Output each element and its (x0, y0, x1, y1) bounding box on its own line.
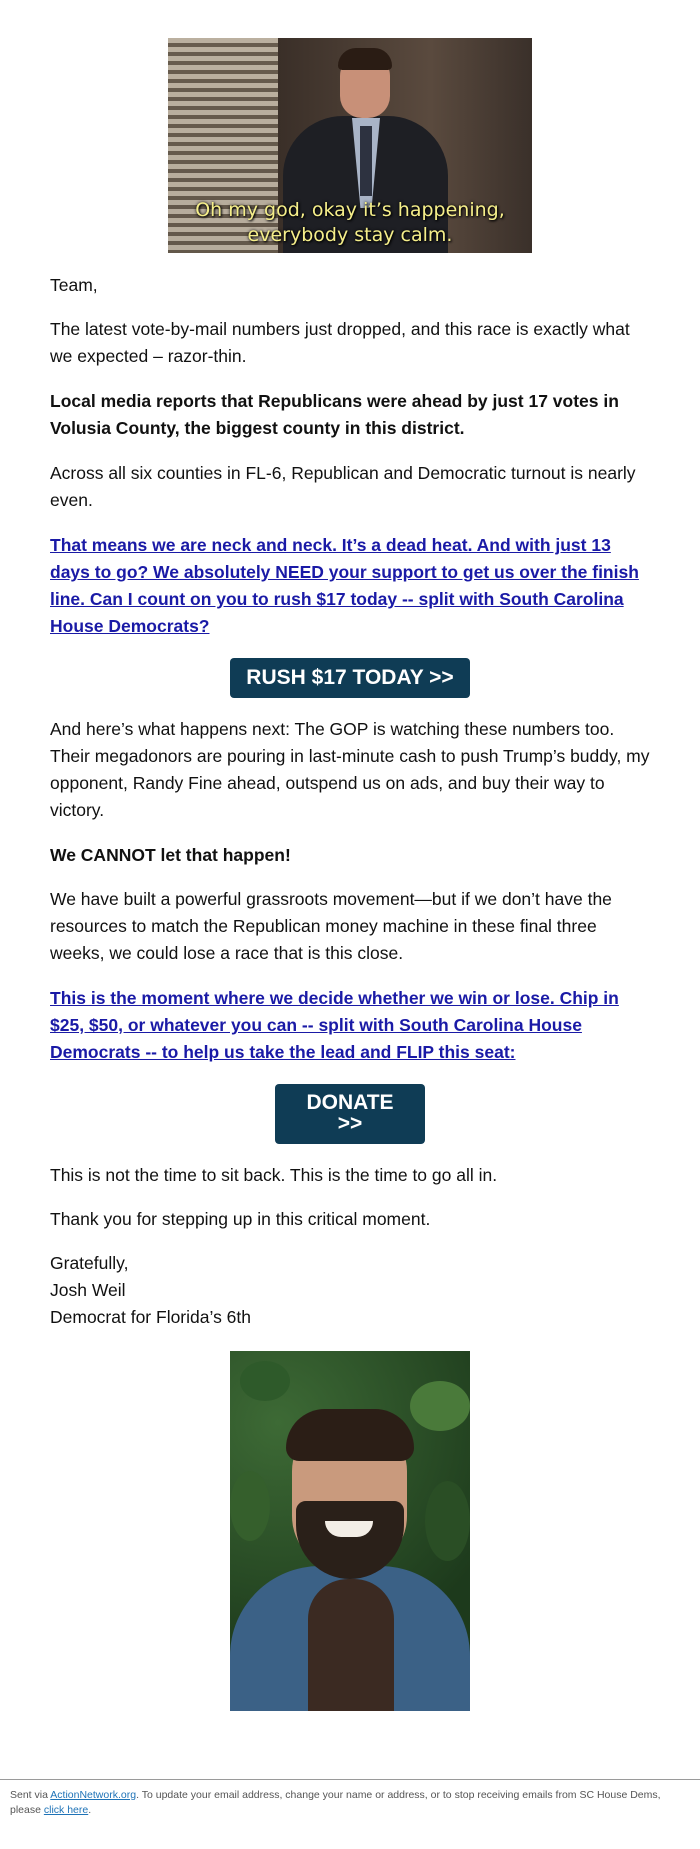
sign-name: Josh Weil (50, 1280, 126, 1300)
gif-caption-line2: everybody stay calm. (247, 224, 453, 246)
donate-link-17[interactable]: That means we are neck and neck. It’s a dead heat. And with just 13 days to go? We absolutely NEED your support to get us over the finish line. Can I count on you to rush $17 today -- split with South Carolina House Democrats? (50, 535, 639, 636)
paragraph-cannot: We CANNOT let that happen! (50, 845, 291, 865)
photo-leaf (425, 1481, 470, 1561)
donate-link-chip-in[interactable]: This is the moment where we decide whether we win or lose. Chip in $25, $50, or whatever you can -- split with South Carolina House Democrats -- to help us take the lead and FLIP this seat: (50, 988, 619, 1062)
paragraph-turnout: Across all six counties in FL-6, Republican and Democratic turnout is nearly even. (50, 463, 636, 510)
photo-shirt (308, 1579, 394, 1711)
paragraph-thank-you: Thank you for stepping up in this critical moment. (50, 1209, 431, 1229)
footer-end: . (88, 1804, 92, 1816)
sign-title: Democrat for Florida’s 6th (50, 1307, 252, 1327)
unsubscribe-link[interactable]: click here (43, 1804, 89, 1816)
sign-off: Gratefully, (50, 1253, 129, 1273)
footer-sent-via: Sent via (10, 1789, 51, 1801)
photo-hair (286, 1409, 414, 1461)
footer-mid-text: . To update your email address, change your name or address, or to stop receiving emails from SC House Dems, please (10, 1789, 661, 1816)
photo-leaf (230, 1471, 270, 1541)
paragraph-go-all-in: This is not the time to sit back. This is the time to go all in. (50, 1165, 498, 1185)
gif-caption (168, 198, 532, 248)
footer-text (10, 1788, 680, 1818)
paragraph-volusia: Local media reports that Republicans were ahead by just 17 votes in Volusia County, the biggest county in this district. (50, 391, 619, 438)
rush-17-button[interactable]: RUSH $17 TODAY >> (230, 658, 470, 698)
paragraph-vote-numbers: The latest vote-by-mail numbers just dropped, and this race is exactly what we expected – razor-thin. (50, 319, 630, 366)
donate-button-arrows: >> (337, 1112, 363, 1135)
gif-caption-line1: Oh my god, okay it’s happening, (195, 199, 505, 221)
candidate-photo (230, 1351, 470, 1711)
donate-button[interactable] (275, 1084, 425, 1144)
greeting: Team, (50, 275, 98, 295)
header-gif-image (168, 38, 532, 253)
photo-leaf (240, 1361, 290, 1401)
paragraph-grassroots: We have built a powerful grassroots movement—but if we don’t have the resources to match the Republican money machine in these final three weeks, we could lose a race that is this close. (50, 889, 612, 963)
photo-leaf (410, 1381, 470, 1431)
paragraph-gop: And here’s what happens next: The GOP is watching these numbers too. Their megadonors are pouring in last-minute cash to push Trump’s buddy, my opponent, Randy Fine ahead, outspend us on ads, and buy their way to victory. (50, 719, 650, 820)
actionnetwork-link[interactable]: ActionNetwork.org (50, 1789, 137, 1801)
man-hair (338, 48, 392, 70)
donate-button-label: DONATE (306, 1091, 394, 1114)
signature (50, 1250, 650, 1331)
email-footer (0, 1779, 700, 1816)
man-tie (360, 126, 372, 196)
